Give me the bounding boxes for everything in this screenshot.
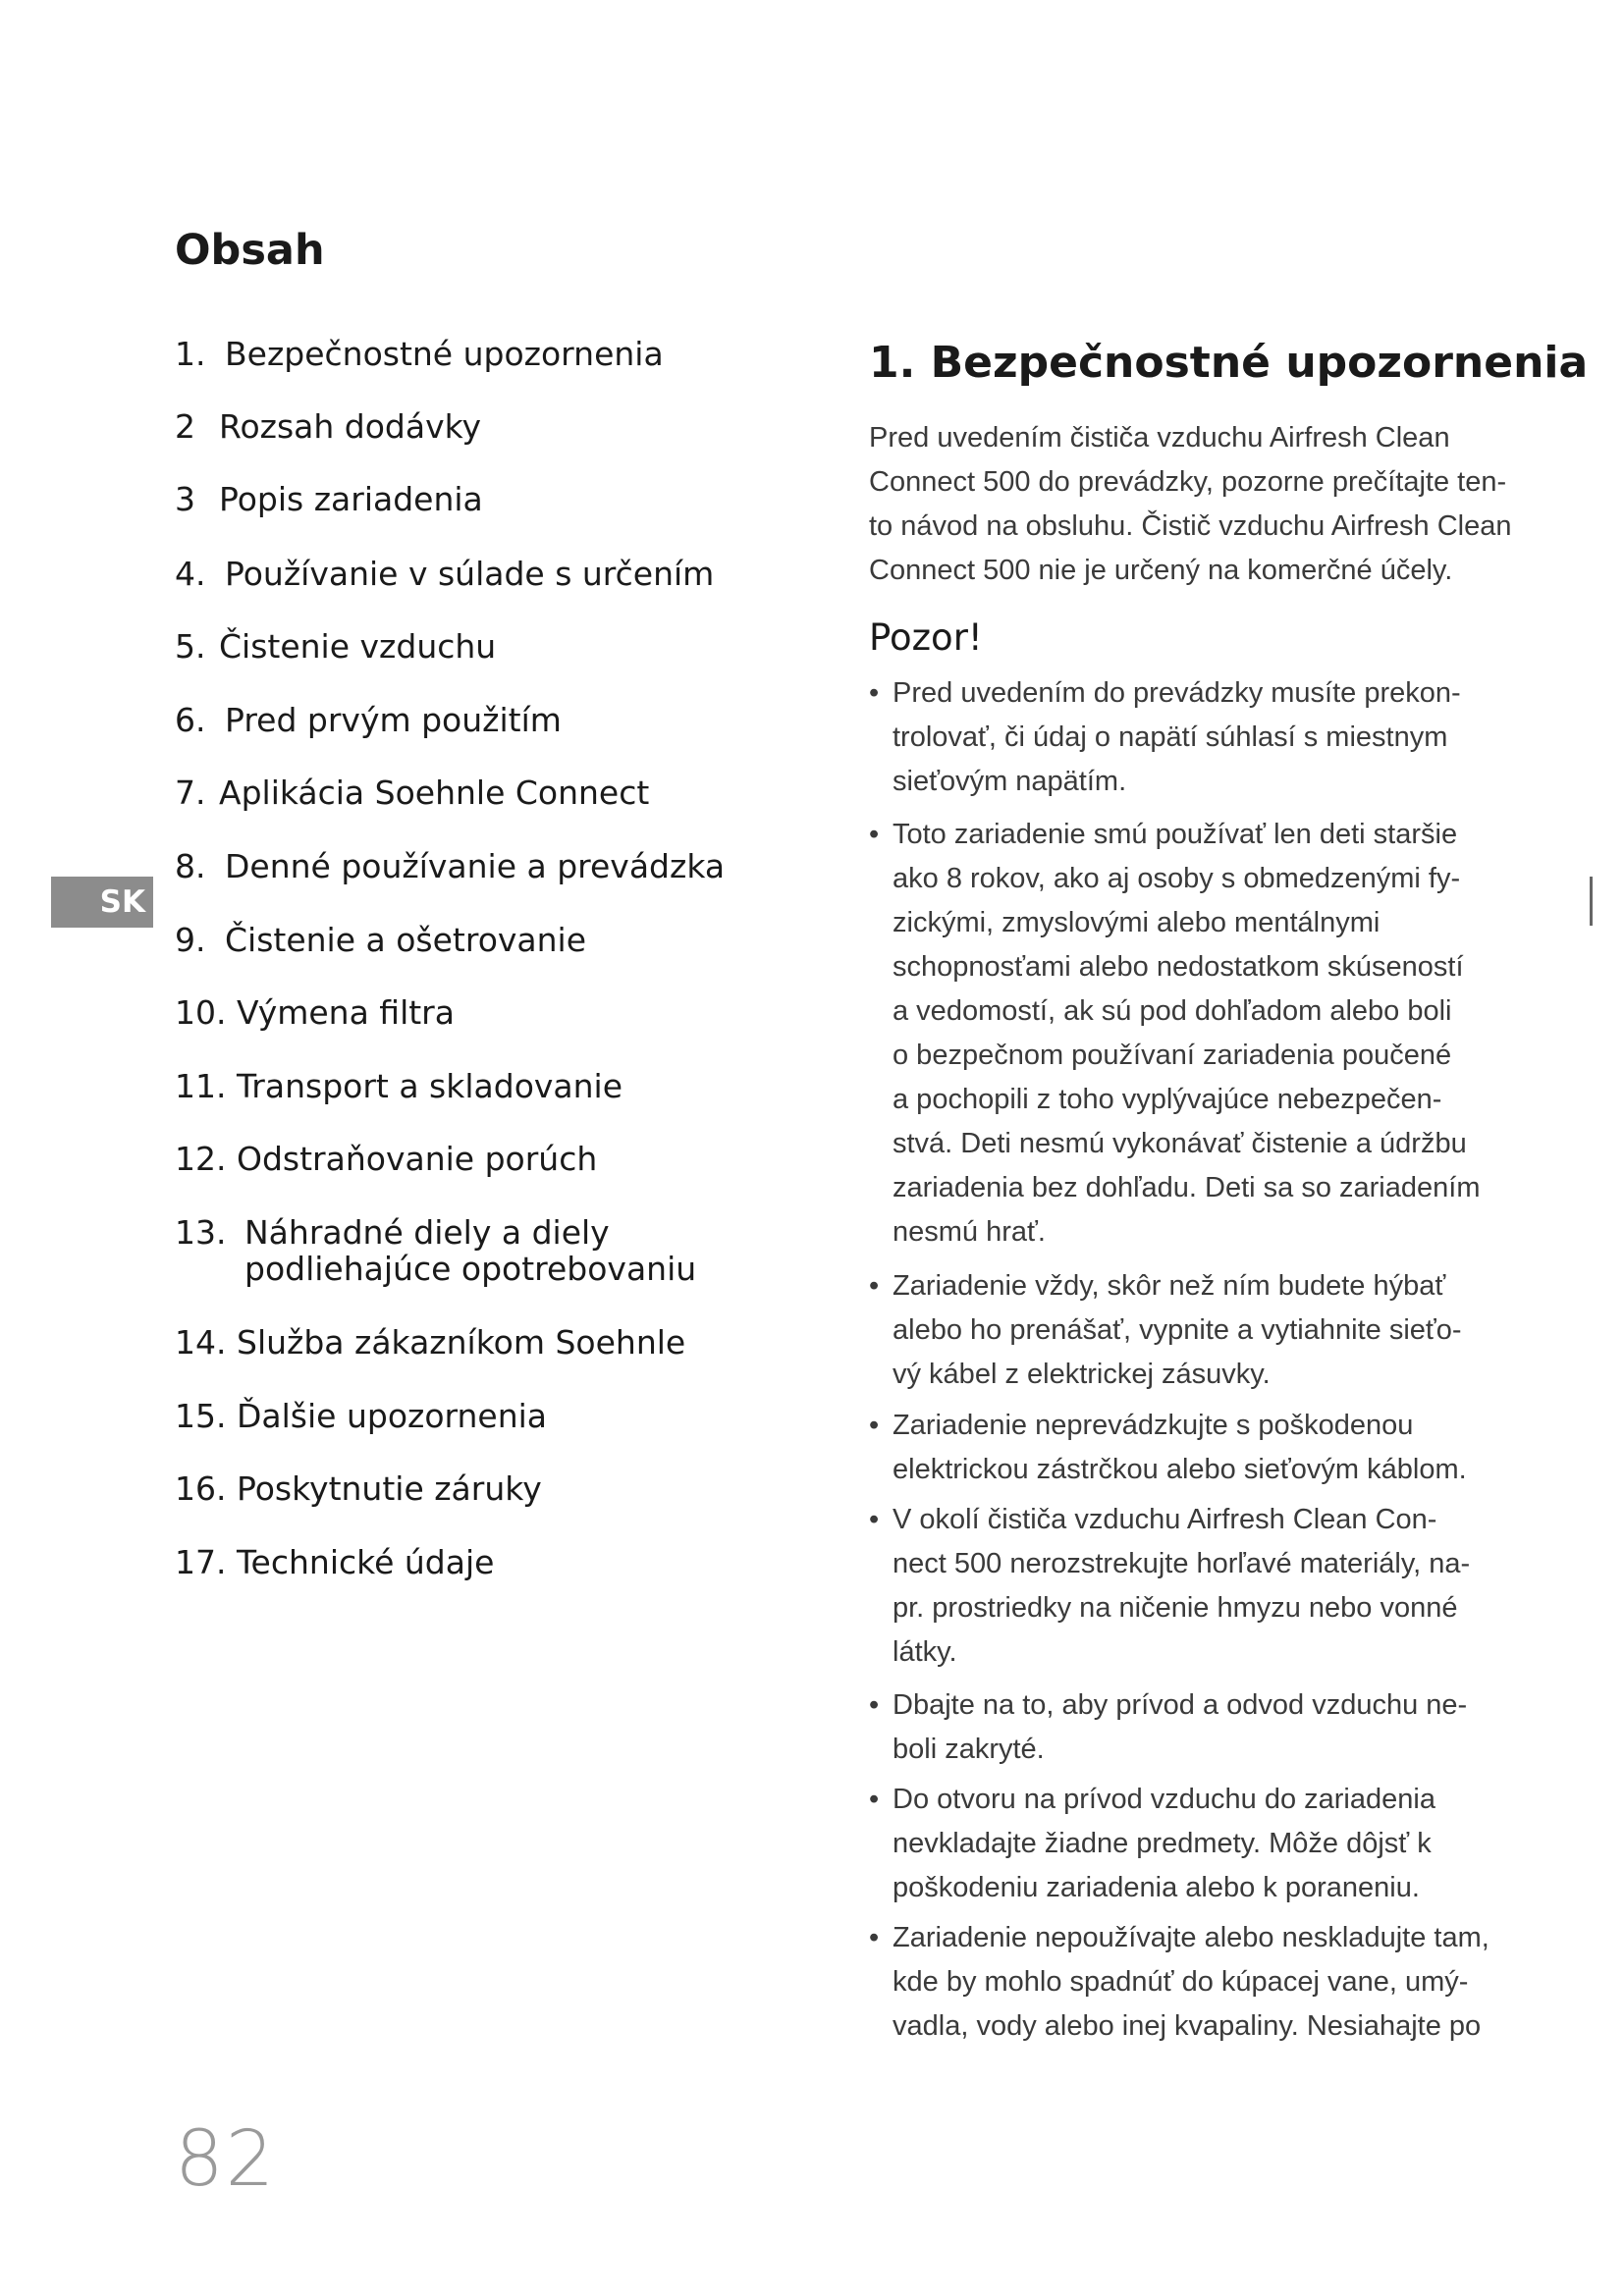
language-tab: SK [51, 877, 153, 928]
bullet-icon: • [869, 819, 880, 850]
list-item [869, 671, 1537, 804]
toc-item-text: Transport a skladovanie [237, 1067, 623, 1105]
toc-item [175, 1398, 547, 1434]
toc-item-text: Pred prvým použitím [225, 701, 562, 739]
toc-item-number: 5. [175, 627, 206, 666]
list-item [869, 1404, 1537, 1492]
toc-item [175, 848, 725, 884]
toc-item-text: Technické údaje [237, 1543, 495, 1581]
toc-item-number: 8. [175, 847, 206, 885]
section-title: 1. Bezpečnostné upozornenia [869, 338, 1589, 388]
toc-item-number: 11. [175, 1067, 227, 1105]
toc-item-text: Aplikácia Soehnle Connect [219, 774, 650, 812]
list-item [869, 1916, 1537, 2049]
toc-item-text: Odstraňovanie porúch [237, 1140, 598, 1178]
toc-item [175, 702, 562, 738]
toc-item-text: Rozsah dodávky [219, 407, 482, 446]
bullet-icon: • [869, 1410, 880, 1441]
intro-paragraph: Pred uvedením čističa vzduchu Airfresh Clean Connect 500 do prevádzky, pozorne prečítajte ten- to návod na obsluhu. Čistič vzduchu Airfresh Clean Connect 500 nie je určený na komerčné účely. [869, 422, 1512, 586]
toc-item-number: 10. [175, 993, 227, 1032]
toc-item-number: 16. [175, 1469, 227, 1508]
list-item [869, 1264, 1537, 1397]
toc-item-number: 9. [175, 921, 206, 959]
toc-item-text: Náhradné diely a diely podliehajúce opotrebovaniu [244, 1213, 697, 1288]
toc-item-text: Popis zariadenia [219, 480, 483, 518]
toc-item-number: 15. [175, 1397, 227, 1435]
toc-item-text: Čistenie vzduchu [219, 627, 497, 666]
list-item [869, 1498, 1537, 1675]
bullet-text: Toto zariadenie smú používať len deti staršie ako 8 rokov, ako aj osoby s obmedzenými fy- zickými, zmyslovými alebo mentálnymi schopnosťami alebo nedostatkom skúseností a vedomostí, ak sú pod dohľadom alebo boli o bezpečnom používaní zariadenia poučené a pochopili z toho vyplývajúce nebezpečen- stvá. Deti nesmú vykonávať čistenie a údržbu zariadenia bez dohľadu. Deti sa so zariadením nesmú hrať. [893, 819, 1481, 1248]
toc-item [175, 922, 586, 958]
toc-item [175, 1141, 597, 1177]
toc-item-number: 7. [175, 774, 206, 812]
bullet-text: Zariadenie nepoužívajte alebo neskladujte tam, kde by mohlo spadnúť do kúpacej vane, umý- vadla, vody alebo inej kvapaliny. Nesiahajte po [893, 1922, 1489, 2042]
toc-item [175, 1544, 494, 1580]
toc-item [175, 628, 496, 665]
toc-item [175, 481, 483, 517]
toc-item-number: 12. [175, 1140, 227, 1178]
toc-item-number: 13. [175, 1213, 227, 1252]
toc-item-number: 2 [175, 407, 195, 446]
bullet-icon: • [869, 1270, 880, 1302]
toc-item-number: 6. [175, 701, 206, 739]
list-item [869, 813, 1537, 1255]
toc-item [175, 336, 664, 372]
toc-item-text: Čistenie a ošetrovanie [225, 921, 587, 959]
bullet-text: Pred uvedením do prevádzky musíte prekon- trolovať, či údaj o napätí súhlasí s miestnym sieťovým napätím. [893, 677, 1461, 797]
toc-item [175, 1214, 696, 1287]
bullet-icon: • [869, 677, 880, 709]
toc-item-text: Ďalšie upozornenia [237, 1397, 548, 1435]
page-edge-marker [1590, 877, 1593, 926]
bullet-icon: • [869, 1784, 880, 1815]
toc-item-text: Výmena filtra [237, 993, 455, 1032]
toc-item-text: Používanie v súlade s určením [225, 555, 715, 593]
bullet-icon: • [869, 1504, 880, 1535]
toc-item-text: Bezpečnostné upozornenia [225, 335, 664, 373]
bullet-text: Zariadenie neprevádzkujte s poškodenou elektrickou zástrčkou alebo sieťovým káblom. [893, 1410, 1467, 1485]
toc-item-number: 17. [175, 1543, 227, 1581]
toc-item [175, 994, 455, 1031]
toc-item-text: Denné používanie a prevádzka [225, 847, 726, 885]
bullet-text: Dbajte na to, aby prívod a odvod vzduchu ne- boli zakryté. [893, 1689, 1468, 1765]
list-item [869, 1778, 1537, 1910]
toc-item [175, 1324, 685, 1361]
bullet-icon: • [869, 1689, 880, 1721]
bullet-text: Zariadenie vždy, skôr než ním budete hýbať alebo ho prenášať, vypnite a vytiahnite sieťo- vý kábel z elektrickej zásuvky. [893, 1270, 1462, 1390]
toc-item-text: Poskytnutie záruky [237, 1469, 542, 1508]
page-number: 82 [175, 2115, 277, 2204]
list-item [869, 1683, 1537, 1772]
bullet-text: Do otvoru na prívod vzduchu do zariadenia nevkladajte žiadne predmety. Môže dôjsť k poškodeniu zariadenia alebo k poraneniu. [893, 1784, 1435, 1903]
warning-heading: Pozor! [869, 616, 983, 659]
toc-title: Obsah [175, 226, 325, 275]
toc-item [175, 556, 714, 592]
toc-item [175, 408, 481, 445]
toc-item-number: 1. [175, 335, 206, 373]
toc-item [175, 774, 649, 811]
bullet-text: V okolí čističa vzduchu Airfresh Clean Con- nect 500 nerozstrekujte horľavé materiály, na- pr. prostriedky na ničenie hmyzu nebo vonné látky. [893, 1504, 1471, 1668]
toc-item [175, 1068, 623, 1104]
bullet-icon: • [869, 1922, 880, 1953]
toc-item-number: 14. [175, 1323, 227, 1362]
toc-item [175, 1470, 542, 1507]
toc-item-number: 3 [175, 480, 195, 518]
toc-item-number: 4. [175, 555, 206, 593]
toc-item-text: Služba zákazníkom Soehnle [237, 1323, 686, 1362]
